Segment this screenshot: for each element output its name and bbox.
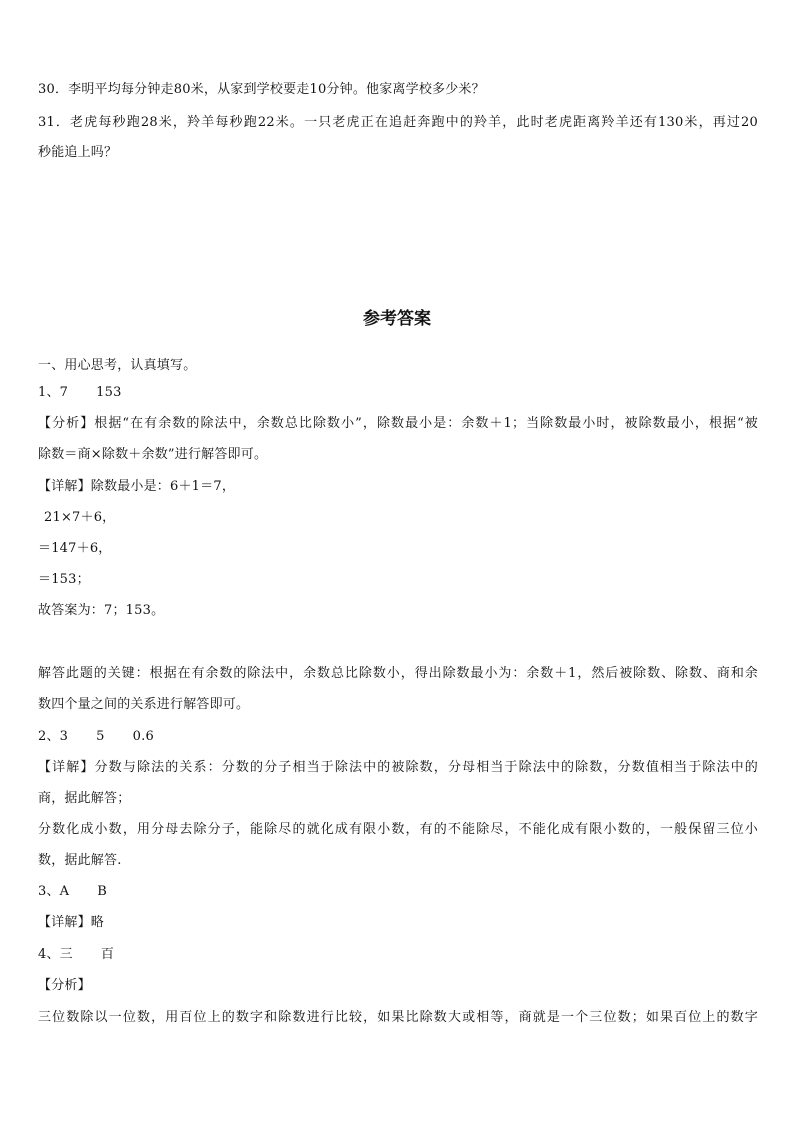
answer-1-analysis-line-1: 【分析】根据“在有余数的除法中，余数总比除数小”，除数最小是：余数＋1；当除数最小时，被除数最小，根据“被 xyxy=(38,416,758,431)
section-1-heading: 一、用心思考，认真填写。 xyxy=(38,358,197,373)
answer-1-detail-line-2: 21×7＋6， xyxy=(44,510,116,525)
answer-4-analysis-line-1: 三位数除以一位数，用百位上的数字和除数进行比较，如果比除数大或相等，商就是一个三位数；如果百位上的数字 xyxy=(38,1010,758,1025)
answer-3-value-1: A xyxy=(59,884,70,899)
answer-4-analysis-label: 【分析】 xyxy=(38,978,91,993)
answer-1-values xyxy=(38,384,758,402)
question-30: 30．李明平均每分钟走80米，从家到学校要走10分钟。他家离学校多少米？ xyxy=(38,82,485,97)
answer-1-detail-line-4: ＝153； xyxy=(38,572,90,587)
answer-4-value-1: 三 xyxy=(59,947,73,962)
answer-3-detail: 【详解】略 xyxy=(38,915,105,930)
answer-3-number: 3、 xyxy=(38,884,60,899)
answer-2-values xyxy=(38,728,758,746)
answer-2-detail-line-4: 数，据此解答. xyxy=(38,853,122,868)
answer-2-detail-line-3: 分数化成小数，用分母去除分子，能除尽的就化成有限小数，有的不能除尽，不能化成有限小数的，一般保留三位小 xyxy=(38,822,758,837)
answer-1-analysis-line-2: 除数＝商×除数＋余数”进行解答即可。 xyxy=(38,447,268,462)
answer-2-value-1: 3 xyxy=(59,729,69,744)
answer-1-key-line-2: 数四个量之间的关系进行解答即可。 xyxy=(38,697,250,712)
answer-4-values xyxy=(38,946,758,964)
answer-1-detail-line-3: ＝147＋6， xyxy=(38,541,112,556)
answer-1-value-1: 7 xyxy=(59,385,69,400)
answer-3-values xyxy=(38,883,758,901)
answer-4-number: 4、 xyxy=(38,947,60,962)
answer-2-value-3: 0.6 xyxy=(132,729,154,744)
answer-1-value-2: 153 xyxy=(96,385,122,400)
answer-2-detail-line-2: 商，据此解答； xyxy=(38,791,131,806)
answer-1-conclusion: 故答案为：7；153。 xyxy=(38,603,165,618)
answer-2-number: 2、 xyxy=(38,729,60,744)
answer-3-value-2: B xyxy=(97,884,108,899)
answer-title: 参考答案 xyxy=(363,309,431,329)
question-31-line-1: 31．老虎每秒跑28米，羚羊每秒跑22米。一只老虎正在追赶奔跑中的羚羊，此时老虎距离羚羊还有130米，再过20 xyxy=(38,115,758,130)
answer-1-number: 1、 xyxy=(38,385,60,400)
answer-1-key-line-1: 解答此题的关键：根据在有余数的除法中，余数总比除数小，得出除数最小为：余数＋1，然后被除数、除数、商和余 xyxy=(38,666,758,681)
answer-1-detail-line-1: 【详解】除数最小是：6＋1＝7， xyxy=(38,479,236,494)
question-31-line-2: 秒能追上吗？ xyxy=(38,145,118,160)
answer-4-value-2: 百 xyxy=(100,947,115,962)
answer-2-detail-line-1: 【详解】分数与除法的关系：分数的分子相当于除法中的被除数，分母相当于除法中的除数，分数值相当于除法中的 xyxy=(38,760,758,775)
answer-2-value-2: 5 xyxy=(96,729,105,744)
